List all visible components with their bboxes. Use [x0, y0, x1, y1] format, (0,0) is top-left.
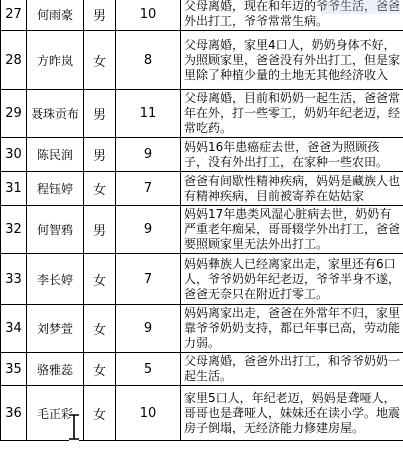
family-situation-cell[interactable]: 家里5口人，年纪老迈，妈妈是聋哑人，哥哥也是聋哑人，妹妹还在读小学。地震房子倒塌，无经济能力修建房屋。 [181, 386, 403, 441]
table-row [1, 206, 403, 254]
family-situation-cell[interactable]: 父母离婚，现在和年迈的爷爷生活，爸爸外出打工，爷爷常常生病。 [181, 0, 403, 31]
row-number-cell[interactable]: 32 [1, 206, 27, 254]
row-number-cell[interactable]: 28 [1, 31, 27, 90]
sex-cell[interactable]: 女 [84, 386, 116, 441]
age-cell[interactable]: 11 [116, 90, 181, 138]
table-row [1, 138, 403, 172]
row-number-cell[interactable]: 36 [1, 386, 27, 441]
table-row [1, 172, 403, 206]
family-situation-cell[interactable]: 爸爸有间歇性精神疾病，妈妈是藏族人也有精神疾病，目前被寄养在姑姑家 [181, 172, 403, 206]
row-number-cell[interactable]: 27 [1, 0, 27, 31]
name-cell[interactable]: 刘梦萱 [27, 305, 84, 353]
name-cell[interactable]: 毛正彩 [27, 386, 84, 441]
table-row [1, 0, 403, 31]
sex-cell[interactable]: 男 [84, 138, 116, 172]
family-situation-cell[interactable]: 妈妈16年患癌症去世，爸爸为照顾孩子，没有外出打工，在家种一些农田。 [181, 138, 403, 172]
sex-cell[interactable]: 女 [84, 31, 116, 90]
row-number-cell[interactable]: 34 [1, 305, 27, 353]
age-cell[interactable]: 5 [116, 353, 181, 386]
sex-cell[interactable]: 女 [84, 254, 116, 305]
table-row [1, 254, 403, 305]
age-cell[interactable]: 7 [116, 172, 181, 206]
family-situation-cell[interactable]: 妈妈彝族人已经离家出走，家里还有6口人，爷爷奶奶年纪老迈，爷爷半身不遂，爸爸无奈只在附近打零工。 [181, 254, 403, 305]
sex-cell[interactable]: 女 [84, 305, 116, 353]
name-cell[interactable]: 何雨豪 [27, 0, 84, 31]
sex-cell[interactable]: 男 [84, 90, 116, 138]
age-cell[interactable]: 9 [116, 305, 181, 353]
name-cell[interactable]: 陈民润 [27, 138, 84, 172]
row-number-cell[interactable]: 33 [1, 254, 27, 305]
age-cell[interactable]: 10 [116, 0, 181, 31]
name-cell[interactable]: 聂珠贡布 [27, 90, 84, 138]
name-cell[interactable]: 方昨岚 [27, 31, 84, 90]
age-cell[interactable]: 8 [116, 31, 181, 90]
table-row [1, 353, 403, 386]
name-cell[interactable]: 骆雅蕊 [27, 353, 84, 386]
name-cell[interactable]: 程钰婷 [27, 172, 84, 206]
row-number-cell[interactable]: 31 [1, 172, 27, 206]
family-situation-cell[interactable]: 父母离婚，爸爸外出打工，和爷爷奶奶一起生活。 [181, 353, 403, 386]
age-cell[interactable]: 9 [116, 206, 181, 254]
table-row [1, 386, 403, 441]
family-situation-cell[interactable]: 父母离婚，家里4口人，奶奶身体不好，为照顾家里，爸爸没有外出打工，但是家里除了种植少量的土地无其他经济收入 [181, 31, 403, 90]
sex-cell[interactable]: 男 [84, 0, 116, 31]
age-cell[interactable]: 9 [116, 138, 181, 172]
row-number-cell[interactable]: 30 [1, 138, 27, 172]
table-body [1, 0, 403, 441]
age-cell[interactable]: 7 [116, 254, 181, 305]
age-cell[interactable]: 10 [116, 386, 181, 441]
family-situation-cell[interactable]: 妈妈17年患类风湿心脏病去世，奶奶有严重老年痴呆，哥哥辍学外出打工，爸爸要照顾家里无法外出打工。 [181, 206, 403, 254]
family-situation-cell[interactable]: 妈妈离家出走，爸爸在外常年不归，家里靠爷爷奶奶支持，都已年事已高，劳动能力弱。 [181, 305, 403, 353]
row-number-cell[interactable]: 29 [1, 90, 27, 138]
table-row [1, 31, 403, 90]
name-cell[interactable]: 何智鸦 [27, 206, 84, 254]
sex-cell[interactable]: 男 [84, 206, 116, 254]
table-row [1, 305, 403, 353]
sex-cell[interactable]: 女 [84, 172, 116, 206]
name-cell[interactable]: 李长婷 [27, 254, 84, 305]
sex-cell[interactable]: 女 [84, 353, 116, 386]
table-row [1, 90, 403, 138]
row-number-cell[interactable]: 35 [1, 353, 27, 386]
family-situation-cell[interactable]: 父母离婚，目前和奶奶一起生活，爸爸常年在外，打一些零工，奶奶年纪老迈，经常吃药。 [181, 90, 403, 138]
